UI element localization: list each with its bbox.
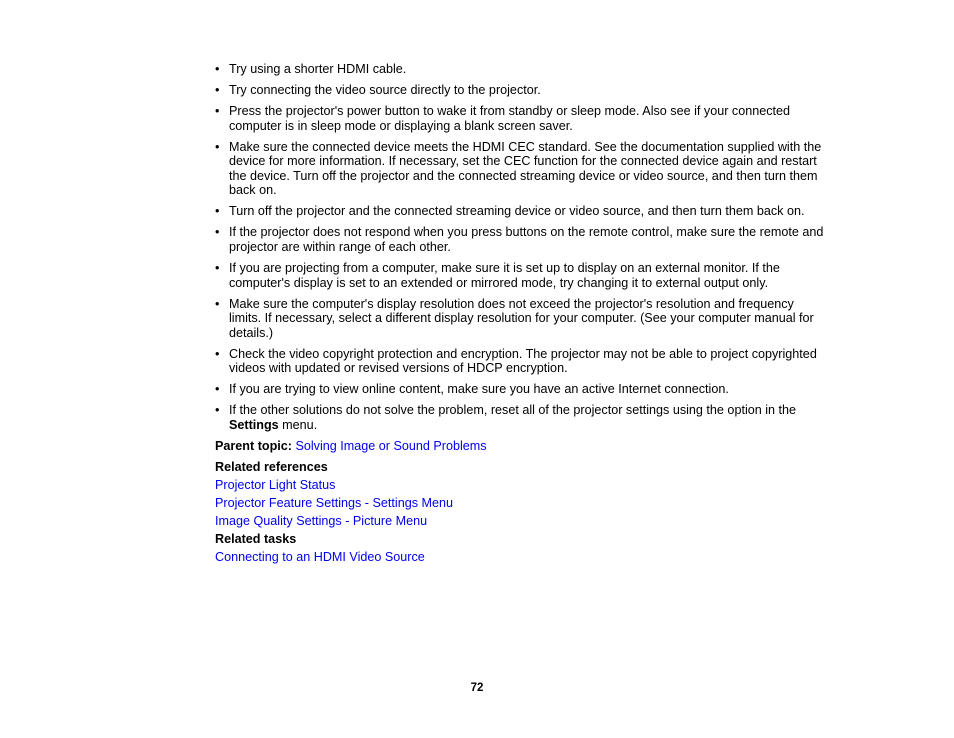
list-item [215, 62, 827, 77]
related-reference-link[interactable]: Projector Feature Settings - Settings Menu [215, 495, 453, 510]
list-item [215, 297, 827, 341]
list-item-text: Try connecting the video source directly to the projector. [229, 83, 541, 98]
list-item [215, 403, 827, 432]
list-item [215, 261, 827, 290]
bullet-glyph: • [215, 382, 220, 397]
list-item [215, 104, 827, 133]
bullet-glyph: • [215, 62, 220, 76]
page-number: 72 [470, 682, 484, 694]
list-item-text: Turn off the projector and the connected streaming device or video source, and then turn them back on. [229, 204, 805, 219]
parent-topic-link[interactable]: Solving Image or Sound Problems [295, 439, 487, 454]
troubleshooting-list [215, 62, 827, 432]
bullet-glyph: • [215, 104, 220, 119]
bullet-glyph: • [215, 346, 220, 361]
related-references-heading: Related references [215, 459, 328, 474]
bullet-glyph: • [215, 204, 220, 219]
list-item-text [229, 403, 796, 432]
related-tasks-heading: Related tasks [215, 531, 297, 546]
settings-menu-name: Settings [229, 417, 279, 432]
list-item [215, 347, 827, 376]
parent-topic [215, 439, 827, 454]
related-reference-link[interactable]: Projector Light Status [215, 477, 336, 492]
list-item-text: If the projector does not respond when you press buttons on the remote control, make sure the remote and projector are within range of each other. [229, 225, 824, 254]
list-item-text: Try using a shorter HDMI cable. [229, 62, 407, 76]
bullet-glyph: • [215, 403, 220, 418]
bullet-glyph: • [215, 83, 220, 98]
list-item-text-start: If the other solutions do not solve the problem, reset all of the projector settings using the option in the [229, 403, 797, 418]
list-item [215, 83, 827, 98]
parent-topic-label: Parent topic: [215, 439, 292, 454]
bullet-glyph: • [215, 296, 220, 311]
bullet-glyph: • [215, 261, 220, 276]
related-references-section [215, 460, 827, 529]
bullet-glyph: • [215, 139, 220, 154]
bullet-glyph: • [215, 225, 220, 240]
list-item [215, 225, 827, 254]
list-item [215, 204, 827, 219]
list-item-text: If you are projecting from a computer, make sure it is set up to display on an external monitor. If the computer's display is set to an extended or mirrored mode, try changing it to external output only. [229, 261, 780, 290]
list-item-text: Check the video copyright protection and encryption. The projector may not be able to project copyrighted videos with updated or revised versions of HDCP encryption. [229, 346, 817, 376]
document-body [215, 62, 827, 568]
list-item-text: Make sure the connected device meets the HDMI CEC standard. See the documentation supplied with the device for more information. If necessary, set the CEC function for the connected device again and restart the device. Turn off the projector and the connected streaming device or video source, and then turn them back on. [229, 139, 822, 198]
list-item-text-end: menu. [278, 417, 318, 432]
list-item [215, 382, 827, 397]
list-item [215, 140, 827, 198]
related-task-link[interactable]: Connecting to an HDMI Video Source [215, 549, 425, 564]
related-tasks-section [215, 532, 827, 565]
list-item-text: If you are trying to view online content, make sure you have an active Internet connection. [229, 382, 729, 397]
list-item-text: Press the projector's power button to wake it from standby or sleep mode. Also see if your connected computer is in sleep mode or displaying a blank screen saver. [229, 104, 791, 133]
related-reference-link[interactable]: Image Quality Settings - Picture Menu [215, 513, 428, 528]
list-item-text: Make sure the computer's display resolution does not exceed the projector's resolution and frequency limits. If necessary, select a different display resolution for your computer. (See your computer manual for details.) [229, 296, 814, 340]
